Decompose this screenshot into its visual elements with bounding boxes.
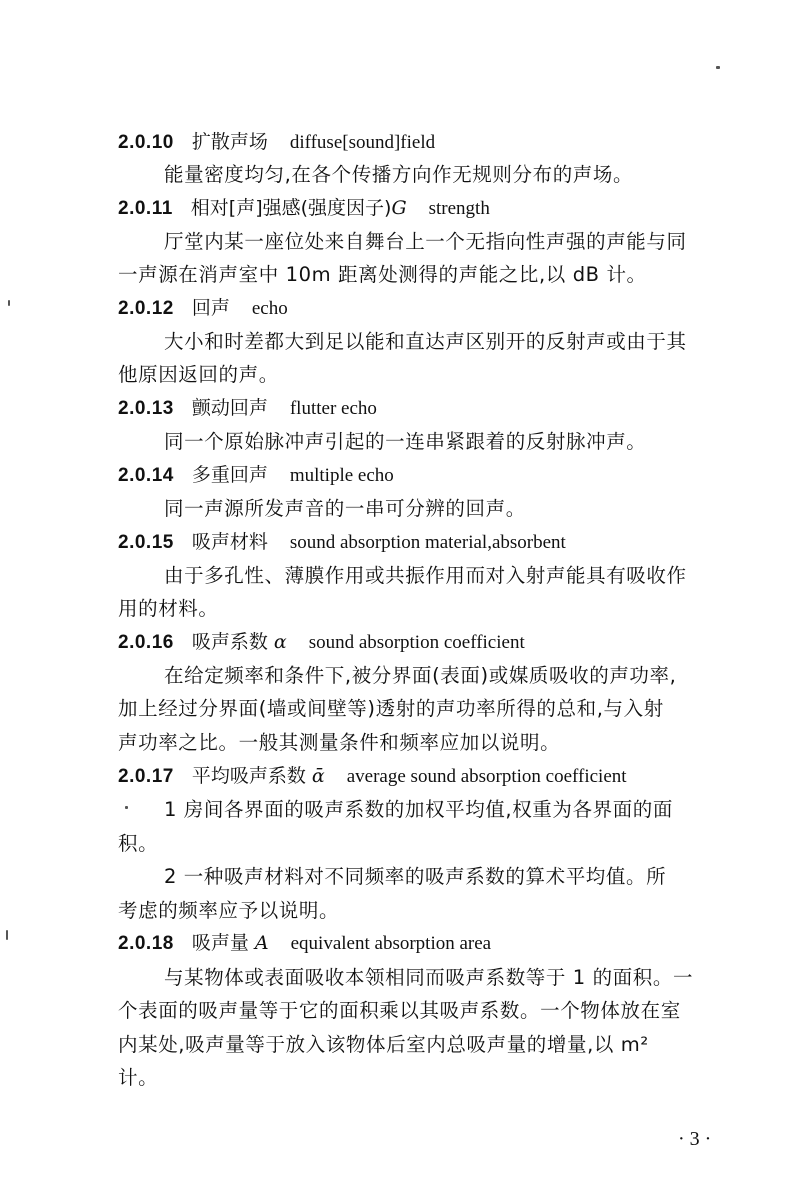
section-number: 2.0.14: [118, 465, 174, 486]
term-english: flutter echo: [289, 398, 377, 419]
definition-line: 能量密度均匀,在各个传播方向作无规则分布的声场。: [164, 163, 634, 186]
section-heading: [118, 533, 566, 552]
term-english: sound absorption coefficient: [308, 632, 525, 653]
section-heading: [118, 466, 394, 485]
term-english: average sound absorption coefficient: [346, 766, 627, 787]
section-heading: [118, 767, 627, 786]
definition-line: 大小和时差都大到足以能和直达声区别开的反射声或由于其: [164, 330, 687, 353]
term-chinese: 吸声材料: [191, 531, 268, 553]
definition-line: 同一声源所发声音的一串可分辨的回声。: [164, 497, 526, 520]
term-chinese: 回声: [191, 297, 230, 319]
definition-line: 用的材料。: [118, 597, 219, 620]
scan-speck: [716, 66, 720, 69]
term-chinese: 扩散声场: [191, 131, 268, 153]
section-heading: [118, 133, 435, 152]
definition-line: 内某处,吸声量等于放入该物体后室内总吸声量的增量,以 m²: [118, 1033, 649, 1056]
term-english: sound absorption material,absorbent: [289, 532, 566, 553]
section-heading: [118, 299, 288, 318]
section-number: 2.0.12: [118, 298, 174, 319]
term-symbol: α: [273, 631, 287, 653]
definition-line: 考虑的频率应予以说明。: [118, 899, 340, 922]
definition-line: 计。: [118, 1066, 159, 1089]
section-number: 2.0.13: [118, 398, 174, 419]
term-chinese: 平均吸声系数: [191, 765, 306, 787]
definition-line: 与某物体或表面吸收本领相同而吸声系数等于 1 的面积。一: [164, 966, 694, 989]
section-number: 2.0.15: [118, 532, 174, 553]
definition-line: 由于多孔性、薄膜作用或共振作用而对入射声能具有吸收作: [164, 564, 687, 587]
term-english: equivalent absorption area: [290, 933, 492, 954]
term-symbol: A: [254, 932, 269, 954]
scan-speck: [8, 300, 10, 306]
definition-line: 加上经过分界面(墙或间壁等)透射的声功率所得的总和,与入射: [118, 697, 664, 720]
definition-line: 在给定频率和条件下,被分界面(表面)或媒质吸收的声功率,: [164, 664, 677, 687]
section-number: 2.0.10: [118, 132, 174, 153]
section-heading: [118, 934, 491, 953]
scan-speck: [6, 930, 8, 940]
definition-line: 同一个原始脉冲声引起的一连串紧跟着的反射脉冲声。: [164, 430, 647, 453]
term-english: diffuse[sound]field: [289, 132, 436, 153]
section-heading: [118, 633, 525, 652]
term-english: strength: [428, 198, 490, 219]
term-symbol: ᾱ: [311, 765, 325, 787]
term-chinese: 相对[声]强感(强度因子): [190, 197, 392, 219]
term-english: echo: [251, 298, 288, 319]
page-number: · 3 ·: [678, 1128, 712, 1150]
definition-line: 积。: [118, 832, 159, 855]
section-heading: [118, 199, 490, 218]
definition-line: 声功率之比。一般其测量条件和频率应加以说明。: [118, 731, 561, 754]
scan-speck: [125, 806, 128, 809]
section-number: 2.0.17: [118, 766, 174, 787]
section-number: 2.0.18: [118, 933, 174, 954]
section-number: 2.0.11: [118, 198, 173, 219]
term-chinese: 吸声量: [191, 932, 249, 954]
definition-line: 他原因返回的声。: [118, 363, 279, 386]
definition-line: 个表面的吸声量等于它的面积乘以其吸声系数。一个物体放在室: [118, 999, 681, 1022]
term-chinese: 颤动回声: [191, 397, 268, 419]
section-heading: [118, 399, 377, 418]
term-chinese: 吸声系数: [191, 631, 268, 653]
term-english: multiple echo: [289, 465, 394, 486]
term-chinese: 多重回声: [191, 464, 268, 486]
definition-line: 2 一种吸声材料对不同频率的吸声系数的算术平均值。所: [164, 865, 667, 888]
section-number: 2.0.16: [118, 632, 174, 653]
definition-line: 厅堂内某一座位处来自舞台上一个无指向性声强的声能与同: [164, 230, 687, 253]
definition-line: 1 房间各界面的吸声系数的加权平均值,权重为各界面的面: [164, 798, 674, 821]
term-symbol: G: [391, 197, 407, 219]
definition-line: 一声源在消声室中 10m 距离处测得的声能之比,以 dB 计。: [118, 263, 647, 286]
